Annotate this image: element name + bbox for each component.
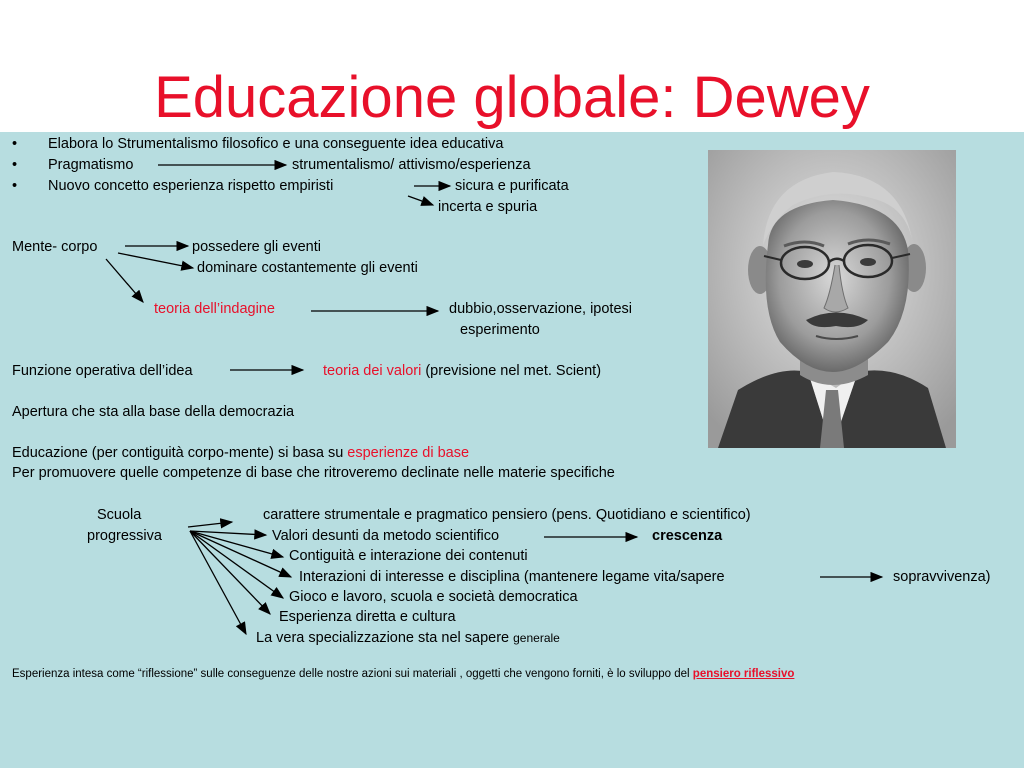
scuola-item: Esperienza diretta e cultura bbox=[279, 609, 456, 625]
indagine-target2: esperimento bbox=[460, 322, 540, 338]
indagine-label: teoria dell’indagine bbox=[154, 301, 275, 317]
generale-label: generale bbox=[513, 631, 560, 645]
footer-highlight: pensiero riflessivo bbox=[692, 668, 795, 680]
scuola-item: Interazioni di interesse e disciplina (mantenere legame vita/sapere bbox=[299, 569, 725, 585]
apertura-text: Apertura che sta alla base della democrazia bbox=[12, 404, 295, 420]
mente-target1: possedere gli eventi bbox=[192, 239, 321, 255]
scuola-label: Scuola bbox=[97, 507, 142, 523]
funzione-target-rest: (previsione nel met. Scient) bbox=[421, 363, 602, 379]
pragmatismo-target: strumentalismo/ attivismo/esperienza bbox=[292, 157, 531, 173]
footer-text bbox=[12, 666, 794, 683]
bullet-text: Nuovo concetto esperienza rispetto empiristi bbox=[48, 178, 334, 194]
scuola-item: Contiguità e interazione dei contenuti bbox=[289, 548, 528, 564]
footer-body: Esperienza intesa come “riflessione” sulle conseguenze delle nostre azioni sui materiali , oggetti che vengono forniti, è lo sviluppo del bbox=[12, 668, 693, 680]
bullet-mark: • bbox=[12, 136, 18, 152]
bullet-mark: • bbox=[12, 157, 18, 173]
mente-label: Mente- corpo bbox=[12, 239, 98, 255]
slide-title: Educazione globale: Dewey bbox=[154, 65, 870, 130]
esperienza-sicura: sicura e purificata bbox=[455, 178, 569, 194]
esperienza-incerta: incerta e spuria bbox=[438, 199, 538, 215]
sopravvivenza-label: sopravvivenza) bbox=[893, 569, 991, 585]
crescenza-label: crescenza bbox=[652, 528, 723, 544]
portrait-photo bbox=[708, 150, 956, 448]
educazione-line bbox=[12, 445, 469, 462]
scuola-item: La vera specializzazione sta nel sapere bbox=[256, 630, 510, 646]
progressiva-label: progressiva bbox=[87, 528, 162, 544]
bullet-mark: • bbox=[12, 178, 18, 194]
scuola-item: Gioco e lavoro, scuola e società democratica bbox=[289, 589, 578, 605]
portrait-illustration bbox=[708, 150, 956, 448]
funzione-target-red: teoria dei valori bbox=[323, 363, 422, 379]
indagine-target: dubbio,osservazione, ipotesi bbox=[449, 301, 632, 317]
scuola-item: Valori desunti da metodo scientifico bbox=[272, 528, 500, 544]
educazione-red: esperienze di base bbox=[347, 445, 470, 461]
bullet-text: Pragmatismo bbox=[48, 157, 134, 173]
scuola-item-last bbox=[256, 630, 560, 647]
scuola-item: carattere strumentale e pragmatico pensiero (pens. Quotidiano e scientifico) bbox=[263, 507, 751, 523]
funzione-label: Funzione operativa dell’idea bbox=[12, 363, 193, 379]
educazione-line2: Per promuovere quelle competenze di base che ritroveremo declinate nelle materie specifiche bbox=[12, 465, 615, 481]
bullet-text: Elabora lo Strumentalismo filosofico e una conseguente idea educativa bbox=[48, 136, 504, 152]
mente-target2: dominare costantemente gli eventi bbox=[197, 260, 418, 276]
funzione-target bbox=[323, 363, 601, 380]
educazione-part1: Educazione (per contiguità corpo-mente) si basa su bbox=[12, 445, 348, 461]
